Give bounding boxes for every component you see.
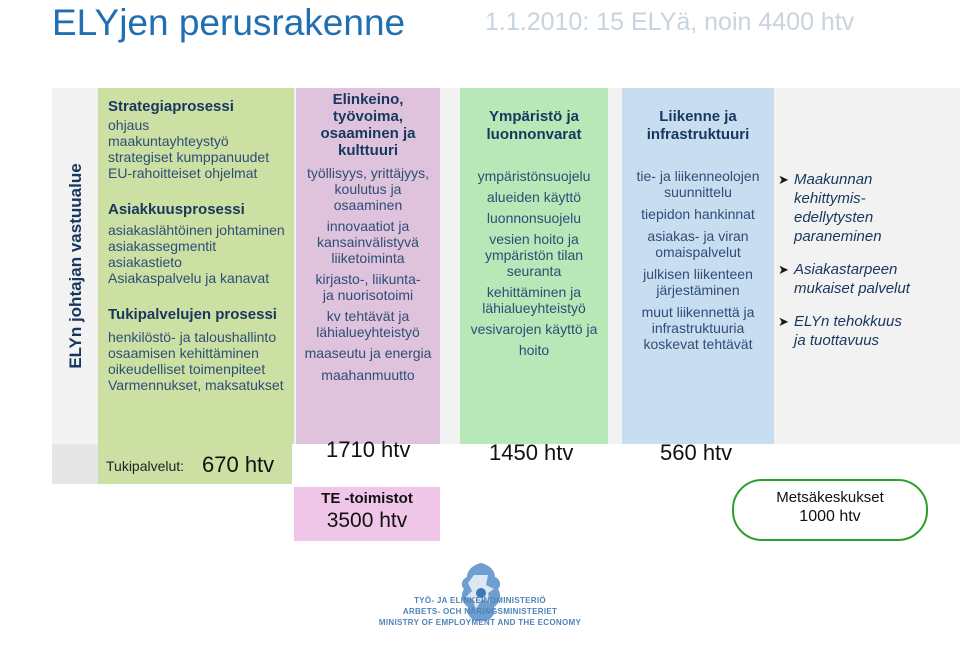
forest-centres-label: Metsäkeskukset bbox=[776, 489, 884, 506]
item-line: koskevat tehtävät bbox=[643, 336, 753, 352]
column-title-line: Ympäristö ja bbox=[488, 108, 580, 125]
ministry-line: TYÖ- JA ELINKEINOMINISTERIÖ bbox=[414, 596, 546, 605]
goal-line: ja tuottavuus bbox=[794, 332, 880, 349]
section-title: Strategiaprosessi bbox=[108, 98, 234, 115]
elinkeino-column bbox=[296, 88, 440, 444]
ministry-line: ARBETS- OCH NÄRINGSMINISTERIET bbox=[402, 607, 558, 616]
support-services-box bbox=[98, 444, 292, 484]
item-line: osaaminen bbox=[333, 197, 403, 213]
forest-centres-ellipse bbox=[732, 479, 928, 541]
goal-line: Asiakastarpeen bbox=[794, 261, 898, 278]
item-line: lähialueyhteistyö bbox=[482, 300, 586, 316]
section-line: osaamisen kehittäminen bbox=[108, 345, 259, 361]
item-line: ympäristönsuojelu bbox=[477, 168, 591, 184]
item-line: tiepidon hankinnat bbox=[641, 206, 755, 222]
item-line: hoito bbox=[518, 342, 550, 358]
column-title bbox=[296, 91, 440, 159]
section-line: maakuntayhteystyö bbox=[108, 133, 229, 149]
item-line: vesien hoito ja bbox=[489, 231, 579, 247]
section-line: Varmennukset, maksatukset bbox=[108, 377, 284, 393]
item-line: maahanmuutto bbox=[321, 367, 415, 383]
item-line: innovaatiot ja bbox=[326, 218, 410, 234]
ministry-line: MINISTRY OF EMPLOYMENT AND THE ECONOMY bbox=[378, 618, 582, 627]
te-offices-box bbox=[294, 487, 440, 541]
customer-section bbox=[108, 201, 294, 286]
column-item bbox=[460, 321, 608, 337]
item-line: vesivarojen käyttö ja bbox=[470, 321, 598, 337]
ymparisto-column bbox=[460, 88, 608, 444]
item-line: koulutus ja bbox=[334, 181, 402, 197]
column-title bbox=[460, 108, 608, 144]
forest-centres-htv: 1000 htv bbox=[799, 508, 861, 525]
column-title-line: luonnonvarat bbox=[486, 126, 582, 143]
item-line: luonnonsuojelu bbox=[486, 210, 582, 226]
goal-line: edellytysten bbox=[794, 209, 874, 226]
column-item bbox=[460, 210, 608, 226]
column-title-line: infrastruktuuri bbox=[646, 126, 750, 143]
vertical-label bbox=[56, 88, 96, 444]
support-services-htv: 670 htv bbox=[202, 452, 275, 477]
column-item bbox=[622, 168, 774, 200]
section-title: Asiakkuusprosessi bbox=[108, 201, 245, 218]
ministry-wordmark bbox=[374, 595, 586, 628]
item-line: omaispalvelut bbox=[655, 244, 741, 260]
goal-line: Maakunnan bbox=[794, 171, 873, 188]
section-line: ohjaus bbox=[108, 117, 150, 133]
item-line: seuranta bbox=[506, 263, 562, 279]
strategy-section bbox=[108, 98, 294, 181]
liikenne-column bbox=[622, 88, 774, 444]
elinkeino-htv: 1710 htv bbox=[326, 437, 411, 462]
goal-line: paraneminen bbox=[794, 228, 882, 245]
item-line: julkisen liikenteen bbox=[643, 266, 753, 282]
item-line: kv tehtävät ja bbox=[326, 308, 410, 324]
section-line: Asiakaspalvelu ja kanavat bbox=[108, 270, 270, 286]
page-subtitle: 1.1.2010: 15 ELYä, noin 4400 htv bbox=[485, 8, 855, 36]
column-title-line: työvoima, bbox=[332, 108, 404, 125]
section-line: asiakastieto bbox=[108, 254, 182, 270]
column-title bbox=[622, 108, 774, 144]
item-line: tie- ja liikenneolojen bbox=[636, 168, 760, 184]
section-line: strategiset kumppanuudet bbox=[108, 149, 270, 165]
item-line: alueiden käyttö bbox=[486, 189, 582, 205]
item-line: ympäristön tilan bbox=[484, 247, 584, 263]
goal-line: mukaiset palvelut bbox=[794, 280, 910, 297]
ymparisto-htv: 1450 htv bbox=[489, 440, 574, 465]
column-title-line: osaaminen ja bbox=[320, 125, 416, 142]
item-line: liiketoiminta bbox=[331, 250, 405, 266]
item-line: muut liikennettä ja bbox=[641, 304, 755, 320]
section-line: EU-rahoitteiset ohjelmat bbox=[108, 165, 258, 181]
te-offices-htv: 3500 htv bbox=[326, 509, 408, 532]
goal-line: ELYn tehokkuus bbox=[794, 313, 902, 330]
column-item bbox=[460, 231, 608, 279]
column-item bbox=[622, 206, 774, 222]
item-line: kirjasto-, liikunta- bbox=[315, 271, 421, 287]
column-item bbox=[460, 189, 608, 205]
column-item bbox=[622, 266, 774, 298]
item-line: järjestäminen bbox=[656, 282, 740, 298]
item-line: infrastruktuuria bbox=[651, 320, 745, 336]
item-line: työllisyys, yrittäjyys, bbox=[306, 165, 430, 181]
goal-item bbox=[778, 260, 958, 298]
arrow-bullet-icon: ➤ bbox=[778, 262, 789, 277]
column-item bbox=[460, 342, 608, 358]
goals-list bbox=[778, 170, 958, 364]
section-title: Tukipalvelujen prosessi bbox=[108, 306, 277, 323]
column-item bbox=[460, 284, 608, 316]
goal-item bbox=[778, 170, 958, 246]
item-line: maaseutu ja energia bbox=[304, 345, 432, 361]
item-line: suunnittelu bbox=[664, 184, 732, 200]
vertical-label-text: ELYn johtajan vastuualue bbox=[66, 163, 85, 369]
column-item bbox=[460, 168, 608, 184]
support-services-label: Tukipalvelut: bbox=[106, 458, 185, 474]
liikenne-htv: 560 htv bbox=[660, 440, 733, 465]
item-line: ja nuorisotoimi bbox=[322, 287, 414, 303]
arrow-bullet-icon: ➤ bbox=[778, 314, 789, 329]
item-line: kehittäminen ja bbox=[486, 284, 582, 300]
support-section bbox=[108, 306, 294, 393]
column-item bbox=[296, 165, 440, 213]
column-title-line: Liikenne ja bbox=[659, 108, 737, 125]
footer bbox=[0, 555, 960, 666]
goal-line: kehittymis- bbox=[794, 190, 866, 207]
item-line: asiakas- ja viran bbox=[647, 228, 749, 244]
column-item bbox=[296, 345, 440, 361]
page-title: ELYjen perusrakenne bbox=[52, 2, 406, 43]
column-item bbox=[296, 308, 440, 340]
arrow-bullet-icon: ➤ bbox=[778, 172, 789, 187]
strategy-column bbox=[98, 88, 294, 444]
column-item bbox=[622, 228, 774, 260]
column-item bbox=[622, 304, 774, 352]
item-line: lähialueyhteistyö bbox=[316, 324, 420, 340]
section-line: asiakaslähtöinen johtaminen bbox=[108, 222, 285, 238]
column-item bbox=[296, 271, 440, 303]
column-title-line: kulttuuri bbox=[338, 142, 398, 159]
column-title-line: Elinkeino, bbox=[332, 91, 404, 108]
section-line: asiakassegmentit bbox=[108, 238, 217, 254]
section-line: oikeudelliset toimenpiteet bbox=[108, 361, 266, 377]
column-item bbox=[296, 367, 440, 383]
responsibility-band-tail bbox=[52, 444, 98, 484]
te-offices-label: TE -toimistot bbox=[321, 490, 413, 507]
column-item bbox=[296, 218, 440, 266]
goal-item bbox=[778, 312, 958, 350]
section-line: henkilöstö- ja taloushallinto bbox=[108, 329, 277, 345]
item-line: kansainvälistyvä bbox=[317, 234, 419, 250]
